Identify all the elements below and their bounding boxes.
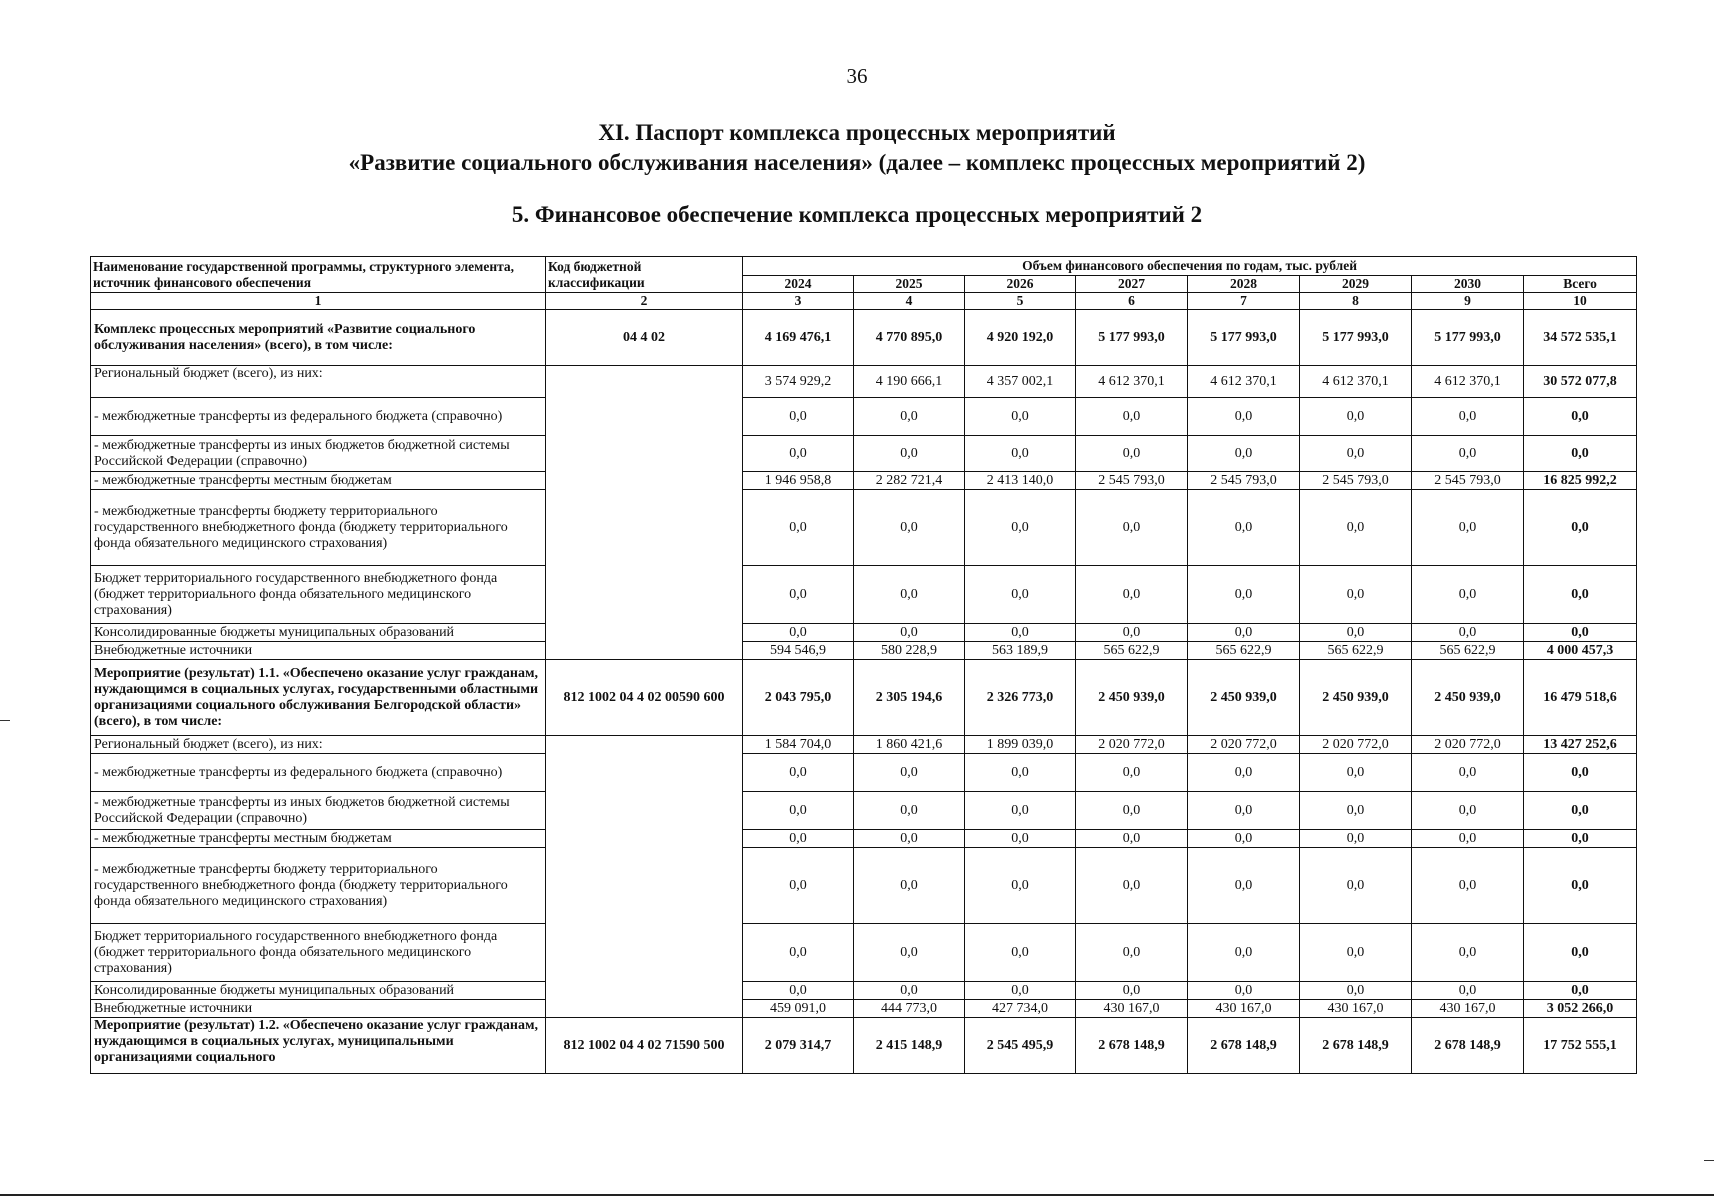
cell-value: 594 546,9 xyxy=(743,642,854,660)
row-label: - межбюджетные трансферты местным бюджетам xyxy=(91,472,546,490)
cell-total: 13 427 252,6 xyxy=(1524,736,1637,754)
cell-value: 0,0 xyxy=(1188,436,1300,472)
cell-value: 0,0 xyxy=(1300,624,1412,642)
table-row xyxy=(91,792,1637,830)
cell-value: 430 167,0 xyxy=(1188,1000,1300,1018)
cell-value: 2 545 793,0 xyxy=(1300,472,1412,490)
cell-value: 0,0 xyxy=(743,830,854,848)
row-code: 812 1002 04 4 02 71590 500 xyxy=(546,1018,743,1074)
cell-value: 2 545 495,9 xyxy=(965,1018,1076,1074)
row-label: Региональный бюджет (всего), из них: xyxy=(91,366,546,398)
row-label: Бюджет территориального государственного внебюджетного фонда (бюджет территориального фонда обязательного медицинского страхования) xyxy=(91,566,546,624)
table-row xyxy=(91,736,1637,754)
cell-total: 0,0 xyxy=(1524,792,1637,830)
cell-value: 0,0 xyxy=(1300,566,1412,624)
cell-value: 0,0 xyxy=(854,792,965,830)
cell-value: 0,0 xyxy=(1188,490,1300,566)
cell-value: 4 169 476,1 xyxy=(743,310,854,366)
cell-value: 2 678 148,9 xyxy=(1412,1018,1524,1074)
column-number: 10 xyxy=(1524,293,1637,310)
header-year: 2027 xyxy=(1076,276,1188,293)
column-number: 6 xyxy=(1076,293,1188,310)
financing-table xyxy=(90,256,1637,1074)
cell-value: 2 545 793,0 xyxy=(1412,472,1524,490)
column-number: 3 xyxy=(743,293,854,310)
cell-value: 4 357 002,1 xyxy=(965,366,1076,398)
cell-value: 0,0 xyxy=(1412,490,1524,566)
table-row xyxy=(91,624,1637,642)
cell-value: 0,0 xyxy=(854,398,965,436)
row-code-empty xyxy=(546,366,743,660)
cell-value: 580 228,9 xyxy=(854,642,965,660)
cell-value: 2 415 148,9 xyxy=(854,1018,965,1074)
row-label: Консолидированные бюджеты муниципальных образований xyxy=(91,624,546,642)
cell-value: 2 020 772,0 xyxy=(1076,736,1188,754)
cell-value: 0,0 xyxy=(1412,924,1524,982)
cell-value: 2 020 772,0 xyxy=(1412,736,1524,754)
cell-value: 2 678 148,9 xyxy=(1300,1018,1412,1074)
header-total: Всего xyxy=(1524,276,1637,293)
cell-value: 0,0 xyxy=(854,436,965,472)
cell-value: 0,0 xyxy=(965,624,1076,642)
table-row xyxy=(91,398,1637,436)
cell-total: 0,0 xyxy=(1524,848,1637,924)
row-label: - межбюджетные трансферты бюджету территориального государственного внебюджетного фонда (бюджету территориального фонда обязательного медицинского страхования) xyxy=(91,490,546,566)
row-label: - межбюджетные трансферты из федерального бюджета (справочно) xyxy=(91,398,546,436)
cell-value: 5 177 993,0 xyxy=(1188,310,1300,366)
cell-value: 0,0 xyxy=(1412,848,1524,924)
cell-value: 2 043 795,0 xyxy=(743,660,854,736)
cell-value: 0,0 xyxy=(1188,848,1300,924)
header-year: 2026 xyxy=(965,276,1076,293)
cell-value: 0,0 xyxy=(1188,398,1300,436)
cell-value: 0,0 xyxy=(1412,566,1524,624)
cell-total: 0,0 xyxy=(1524,830,1637,848)
cell-value: 0,0 xyxy=(965,490,1076,566)
cell-value: 430 167,0 xyxy=(1076,1000,1188,1018)
table-row xyxy=(91,642,1637,660)
header-year: 2025 xyxy=(854,276,965,293)
cell-value: 1 946 958,8 xyxy=(743,472,854,490)
row-label: Региональный бюджет (всего), из них: xyxy=(91,736,546,754)
cell-value: 427 734,0 xyxy=(965,1000,1076,1018)
table-row xyxy=(91,472,1637,490)
column-number: 8 xyxy=(1300,293,1412,310)
cell-value: 4 190 666,1 xyxy=(854,366,965,398)
cell-value: 0,0 xyxy=(743,848,854,924)
cell-value: 0,0 xyxy=(1412,624,1524,642)
cell-value: 4 612 370,1 xyxy=(1412,366,1524,398)
column-number: 7 xyxy=(1188,293,1300,310)
cell-value: 0,0 xyxy=(1188,924,1300,982)
cell-value: 0,0 xyxy=(1076,924,1188,982)
cell-value: 2 020 772,0 xyxy=(1188,736,1300,754)
cell-total: 34 572 535,1 xyxy=(1524,310,1637,366)
cell-value: 0,0 xyxy=(743,490,854,566)
table-row xyxy=(91,566,1637,624)
table-row xyxy=(91,310,1637,366)
cell-value: 2 450 939,0 xyxy=(1188,660,1300,736)
column-number: 2 xyxy=(546,293,743,310)
row-label: Внебюджетные источники xyxy=(91,1000,546,1018)
cell-value: 0,0 xyxy=(743,624,854,642)
cell-value: 0,0 xyxy=(1300,792,1412,830)
cell-value: 0,0 xyxy=(1188,754,1300,792)
cell-value: 0,0 xyxy=(1300,754,1412,792)
table-row xyxy=(91,848,1637,924)
cell-value: 1 584 704,0 xyxy=(743,736,854,754)
cell-value: 2 305 194,6 xyxy=(854,660,965,736)
scan-bottom-edge xyxy=(0,1194,1714,1196)
row-label: Комплекс процессных мероприятий «Развитие социального обслуживания населения» (всего), в том числе: xyxy=(91,310,546,366)
cell-value: 2 450 939,0 xyxy=(1076,660,1188,736)
cell-value: 0,0 xyxy=(965,436,1076,472)
cell-value: 0,0 xyxy=(743,924,854,982)
cell-value: 1 899 039,0 xyxy=(965,736,1076,754)
cell-value: 2 678 148,9 xyxy=(1188,1018,1300,1074)
cell-value: 5 177 993,0 xyxy=(1076,310,1188,366)
cell-value: 0,0 xyxy=(965,754,1076,792)
cell-value: 0,0 xyxy=(1300,490,1412,566)
cell-value: 5 177 993,0 xyxy=(1412,310,1524,366)
cell-value: 0,0 xyxy=(965,792,1076,830)
cell-value: 0,0 xyxy=(1412,398,1524,436)
scan-edge-mark xyxy=(0,720,10,721)
cell-value: 0,0 xyxy=(1076,754,1188,792)
cell-value: 0,0 xyxy=(1188,982,1300,1000)
table-row xyxy=(91,366,1637,398)
cell-value: 565 622,9 xyxy=(1076,642,1188,660)
cell-value: 4 612 370,1 xyxy=(1076,366,1188,398)
header-year: 2028 xyxy=(1188,276,1300,293)
cell-value: 430 167,0 xyxy=(1300,1000,1412,1018)
row-label: - межбюджетные трансферты местным бюджетам xyxy=(91,830,546,848)
cell-value: 5 177 993,0 xyxy=(1300,310,1412,366)
scan-edge-mark xyxy=(1704,1160,1714,1161)
page-number: 36 xyxy=(846,64,868,88)
cell-value: 4 770 895,0 xyxy=(854,310,965,366)
cell-value: 0,0 xyxy=(1300,436,1412,472)
cell-total: 17 752 555,1 xyxy=(1524,1018,1637,1074)
cell-value: 0,0 xyxy=(854,624,965,642)
cell-value: 2 326 773,0 xyxy=(965,660,1076,736)
cell-value: 0,0 xyxy=(1300,848,1412,924)
header-name: Наименование государственной программы, структурного элемента, источник финансового обеспечения xyxy=(91,257,546,293)
cell-total: 0,0 xyxy=(1524,436,1637,472)
cell-value: 0,0 xyxy=(1412,982,1524,1000)
cell-total: 0,0 xyxy=(1524,924,1637,982)
table-row xyxy=(91,1000,1637,1018)
cell-value: 0,0 xyxy=(1300,398,1412,436)
row-label: Внебюджетные источники xyxy=(91,642,546,660)
cell-value: 0,0 xyxy=(965,566,1076,624)
cell-value: 2 545 793,0 xyxy=(1188,472,1300,490)
cell-value: 0,0 xyxy=(965,924,1076,982)
cell-value: 0,0 xyxy=(743,436,854,472)
cell-value: 0,0 xyxy=(1188,624,1300,642)
cell-value: 1 860 421,6 xyxy=(854,736,965,754)
cell-value: 0,0 xyxy=(1076,982,1188,1000)
cell-value: 0,0 xyxy=(1188,830,1300,848)
cell-value: 0,0 xyxy=(854,566,965,624)
cell-value: 0,0 xyxy=(1076,436,1188,472)
cell-value: 563 189,9 xyxy=(965,642,1076,660)
cell-value: 3 574 929,2 xyxy=(743,366,854,398)
cell-total: 0,0 xyxy=(1524,754,1637,792)
cell-total: 0,0 xyxy=(1524,398,1637,436)
section-subtitle: 5. Финансовое обеспечение комплекса процессных мероприятий 2 xyxy=(511,202,1203,227)
cell-total: 16 825 992,2 xyxy=(1524,472,1637,490)
cell-value: 565 622,9 xyxy=(1412,642,1524,660)
row-label: - межбюджетные трансферты из иных бюджетов бюджетной системы Российской Федерации (справочно) xyxy=(91,436,546,472)
row-label: - межбюджетные трансферты из иных бюджетов бюджетной системы Российской Федерации (справочно) xyxy=(91,792,546,830)
column-number: 9 xyxy=(1412,293,1524,310)
cell-value: 0,0 xyxy=(854,490,965,566)
cell-value: 2 282 721,4 xyxy=(854,472,965,490)
table-row xyxy=(91,830,1637,848)
cell-value: 0,0 xyxy=(854,754,965,792)
table-row xyxy=(91,982,1637,1000)
cell-value: 0,0 xyxy=(1076,624,1188,642)
cell-value: 0,0 xyxy=(854,848,965,924)
table-row xyxy=(91,490,1637,566)
table-row xyxy=(91,436,1637,472)
column-number: 4 xyxy=(854,293,965,310)
cell-value: 0,0 xyxy=(1076,792,1188,830)
cell-value: 430 167,0 xyxy=(1412,1000,1524,1018)
cell-value: 0,0 xyxy=(1188,792,1300,830)
cell-value: 0,0 xyxy=(1076,830,1188,848)
column-number: 5 xyxy=(965,293,1076,310)
row-label: Мероприятие (результат) 1.2. «Обеспечено оказание услуг гражданам, нуждающимся в социальных услугах, муниципальными организациями социального xyxy=(91,1018,546,1074)
cell-value: 4 920 192,0 xyxy=(965,310,1076,366)
header-year: 2029 xyxy=(1300,276,1412,293)
row-code-empty xyxy=(546,736,743,1018)
table-row xyxy=(91,660,1637,736)
cell-value: 0,0 xyxy=(1412,792,1524,830)
row-code: 04 4 02 xyxy=(546,310,743,366)
cell-value: 0,0 xyxy=(743,566,854,624)
column-number: 1 xyxy=(91,293,546,310)
cell-value: 0,0 xyxy=(965,830,1076,848)
cell-value: 0,0 xyxy=(1412,436,1524,472)
cell-value: 0,0 xyxy=(1300,830,1412,848)
title-line-2: «Развитие социального обслуживания населения» (далее – комплекс процессных мероприятий 2) xyxy=(348,150,1366,175)
cell-value: 0,0 xyxy=(854,924,965,982)
header-year: 2030 xyxy=(1412,276,1524,293)
cell-value: 0,0 xyxy=(1300,982,1412,1000)
cell-value: 0,0 xyxy=(1412,754,1524,792)
cell-value: 565 622,9 xyxy=(1188,642,1300,660)
cell-value: 2 020 772,0 xyxy=(1300,736,1412,754)
cell-value: 4 612 370,1 xyxy=(1300,366,1412,398)
cell-total: 0,0 xyxy=(1524,490,1637,566)
cell-value: 0,0 xyxy=(965,848,1076,924)
cell-value: 0,0 xyxy=(1076,490,1188,566)
cell-total: 16 479 518,6 xyxy=(1524,660,1637,736)
cell-total: 3 052 266,0 xyxy=(1524,1000,1637,1018)
cell-value: 0,0 xyxy=(743,398,854,436)
cell-value: 0,0 xyxy=(1188,566,1300,624)
cell-value: 2 413 140,0 xyxy=(965,472,1076,490)
document-title xyxy=(0,118,1714,178)
cell-value: 2 545 793,0 xyxy=(1076,472,1188,490)
cell-value: 0,0 xyxy=(965,982,1076,1000)
cell-value: 0,0 xyxy=(854,982,965,1000)
cell-value: 565 622,9 xyxy=(1300,642,1412,660)
header-year: 2024 xyxy=(743,276,854,293)
row-label: Бюджет территориального государственного внебюджетного фонда (бюджет территориального фонда обязательного медицинского страхования) xyxy=(91,924,546,982)
cell-value: 0,0 xyxy=(743,754,854,792)
cell-value: 0,0 xyxy=(965,398,1076,436)
cell-value: 4 612 370,1 xyxy=(1188,366,1300,398)
row-label: Консолидированные бюджеты муниципальных образований xyxy=(91,982,546,1000)
cell-value: 0,0 xyxy=(743,982,854,1000)
cell-value: 0,0 xyxy=(743,792,854,830)
cell-value: 0,0 xyxy=(1300,924,1412,982)
header-volume: Объем финансового обеспечения по годам, тыс. рублей xyxy=(743,257,1637,276)
cell-total: 0,0 xyxy=(1524,566,1637,624)
cell-value: 2 450 939,0 xyxy=(1412,660,1524,736)
header-code: Код бюджетной классификации xyxy=(546,257,743,293)
cell-total: 30 572 077,8 xyxy=(1524,366,1637,398)
cell-value: 2 079 314,7 xyxy=(743,1018,854,1074)
cell-value: 0,0 xyxy=(1412,830,1524,848)
cell-value: 444 773,0 xyxy=(854,1000,965,1018)
cell-value: 0,0 xyxy=(854,830,965,848)
table-row xyxy=(91,754,1637,792)
cell-value: 2 678 148,9 xyxy=(1076,1018,1188,1074)
cell-total: 0,0 xyxy=(1524,982,1637,1000)
row-label: Мероприятие (результат) 1.1. «Обеспечено оказание услуг гражданам, нуждающимся в социальных услугах, государственными областными организациями социального обслуживания Белгородской области» (всего), в том числе: xyxy=(91,660,546,736)
cell-total: 4 000 457,3 xyxy=(1524,642,1637,660)
cell-value: 0,0 xyxy=(1076,566,1188,624)
table-row xyxy=(91,1018,1637,1074)
table-row xyxy=(91,924,1637,982)
cell-value: 0,0 xyxy=(1076,848,1188,924)
row-label: - межбюджетные трансферты бюджету территориального государственного внебюджетного фонда (бюджету территориального фонда обязательного медицинского страхования) xyxy=(91,848,546,924)
cell-total: 0,0 xyxy=(1524,624,1637,642)
row-label: - межбюджетные трансферты из федерального бюджета (справочно) xyxy=(91,754,546,792)
title-line-1: XI. Паспорт комплекса процессных мероприятий xyxy=(598,120,1116,145)
cell-value: 459 091,0 xyxy=(743,1000,854,1018)
row-code: 812 1002 04 4 02 00590 600 xyxy=(546,660,743,736)
cell-value: 2 450 939,0 xyxy=(1300,660,1412,736)
cell-value: 0,0 xyxy=(1076,398,1188,436)
